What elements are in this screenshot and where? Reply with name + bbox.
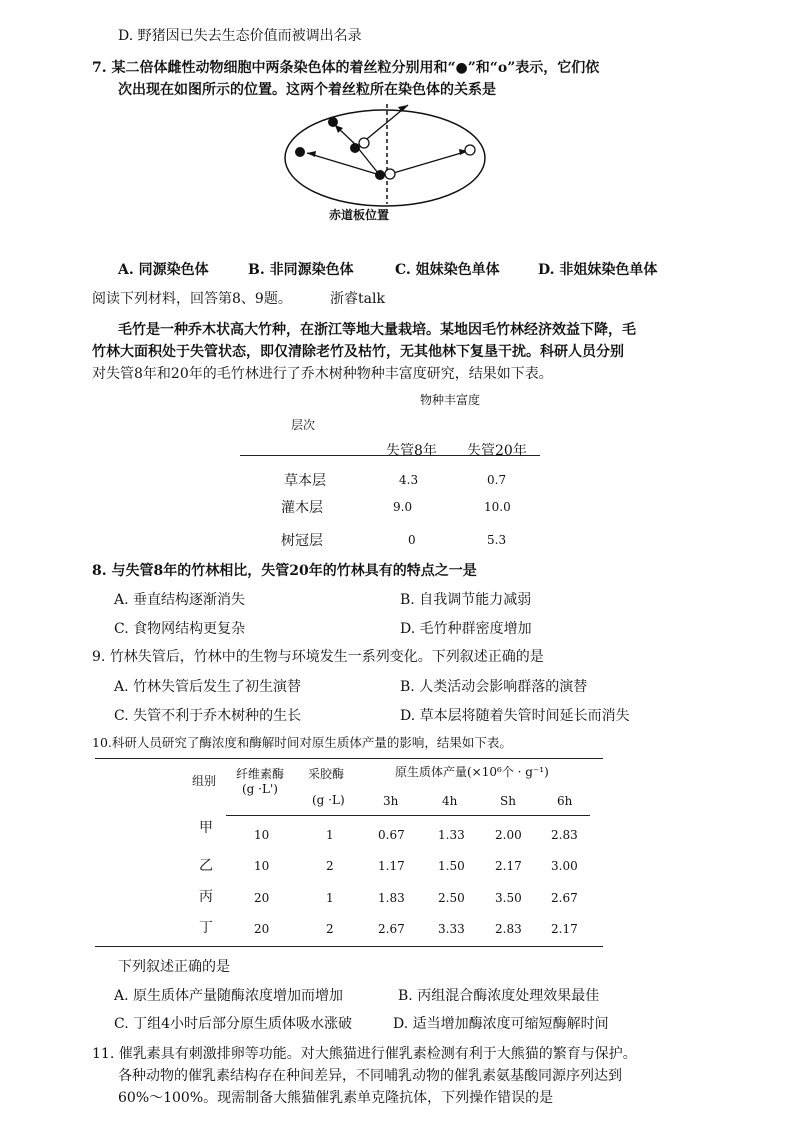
reading-para-line1: 毛竹是一种乔木状高大竹种，在浙江等地大量栽培。某地因毛竹林经济效益下降，毛	[118, 322, 636, 338]
table2-r2-c: 10	[254, 859, 270, 873]
q10-option-b: B. 丙组混合酶浓度处理效果最佳	[398, 988, 600, 1004]
q8-option-a: A. 垂直结构逐渐消失	[114, 592, 246, 608]
table1-cell-3-8: 0	[408, 533, 416, 547]
table2-header-3h: 3h	[383, 794, 399, 808]
q10-option-a: A. 原生质体产量随酶浓度增加而增加	[114, 988, 344, 1004]
q11-line3: 60%～100%。现需制备大熊猫催乳素单克隆抗体，下列操作错误的是	[118, 1090, 554, 1106]
table2-header-yield: 原生质体产量(×10⁶个 · g⁻¹)	[395, 765, 549, 779]
q9-option-b: B. 人类活动会影响群落的演替	[400, 679, 588, 695]
centromere-filled-2	[350, 143, 360, 153]
table2-mid-rule	[226, 815, 590, 816]
q10-stem: 10.科研人员研究了酶浓度和酶解时间对原生质体产量的影响，结果如下表。	[92, 735, 512, 750]
table2-r4-4h: 3.33	[438, 922, 465, 936]
table2-r1-4h: 1.33	[438, 828, 465, 842]
table1-cell-2-20: 10.0	[484, 500, 511, 514]
table1-title: 物种丰富度	[420, 393, 481, 407]
q7-option-c: C. 姐妹染色单体	[395, 262, 500, 278]
q11-line2: 各种动物的催乳素结构存在种间差异，不同哺乳动物的催乳素氨基酸同源序列达到	[118, 1068, 622, 1084]
q10-option-c: C. 丁组4小时后部分原生质体吸水涨破	[114, 1016, 353, 1032]
table1-row-header: 层次	[291, 418, 316, 432]
table1-layer-1: 草本层	[284, 473, 326, 489]
centromere-open-1	[359, 138, 369, 148]
table2-r1-c: 10	[254, 828, 270, 842]
table2-r1-p: 1	[326, 828, 334, 842]
table1-rule	[240, 455, 540, 456]
table2-r4-p: 2	[326, 922, 334, 936]
table1-cell-1-20: 0.7	[487, 473, 507, 487]
table2-r3-6h: 2.67	[551, 891, 578, 905]
table1-layer-2: 灌木层	[281, 500, 323, 516]
table2-header-group: 组别	[192, 774, 217, 788]
q7-option-a: A. 同源染色体	[118, 262, 209, 278]
q9-stem: 9. 竹林失管后，竹林中的生物与环境发生一系列变化。下列叙述正确的是	[92, 649, 544, 665]
table2-r1-5h: 2.00	[495, 828, 522, 842]
centromere-filled-4	[375, 170, 385, 180]
table2-group-ding: 丁	[199, 920, 213, 936]
table2-header-cellulase: 纤维素酶	[236, 767, 285, 781]
table1-cell-1-8: 4.3	[399, 473, 419, 487]
table2-r4-3h: 2.67	[378, 922, 405, 936]
q8-option-b: B. 自我调节能力减弱	[400, 592, 532, 608]
table2-r3-3h: 1.83	[378, 891, 405, 905]
q8-option-d: D. 毛竹种群密度增加	[400, 621, 532, 637]
centromere-open-2	[385, 169, 395, 179]
table2-r3-4h: 2.50	[438, 891, 465, 905]
reading-para-line3: 对失管8年和20年的毛竹林进行了乔木树种物种丰富度研究，结果如下表。	[92, 366, 553, 382]
centromere-filled-1	[328, 117, 338, 127]
figure-label: 赤道板位置	[329, 208, 390, 222]
table2-r2-3h: 1.17	[378, 859, 405, 873]
table1-col-8y: 失管8年	[386, 443, 437, 459]
table2-top-rule	[95, 758, 603, 759]
table2-group-jia: 甲	[199, 820, 213, 836]
q11-line1: 11. 催乳素具有刺激排卵等功能。对大熊猫进行催乳素检测有利于大熊猫的繁育与保护。	[92, 1046, 637, 1062]
table2-r1-3h: 0.67	[378, 828, 405, 842]
table1-cell-2-8: 9.0	[393, 500, 413, 514]
q8-stem: 8. 与失管8年的竹林相比，失管20年的竹林具有的特点之一是	[92, 563, 477, 579]
table2-r4-5h: 2.83	[495, 922, 522, 936]
table2-r2-p: 2	[326, 859, 334, 873]
table2-r4-c: 20	[254, 922, 270, 936]
table2-header-pectinase-unit: (g ·L)	[312, 793, 345, 807]
q7-option-d: D. 非姐妹染色单体	[538, 262, 658, 278]
table2-r3-p: 1	[326, 891, 334, 905]
reading-intro: 阅读下列材料，回答第8、9题。	[92, 291, 292, 307]
q9-option-d: D. 草本层将随着失管时间延长而消失	[400, 708, 630, 724]
q7-stem-line2: 次出现在如图所示的位置。这两个着丝粒所在染色体的关系是	[118, 82, 496, 98]
table1-col-20y: 失管20年	[467, 443, 527, 459]
table2-r3-c: 20	[254, 891, 270, 905]
q7-option-b: B. 非同源染色体	[248, 262, 354, 278]
table2-header-cellulase-unit: (g ·L')	[242, 782, 278, 796]
q8-option-c: C. 食物网结构更复杂	[114, 621, 246, 637]
table2-r4-6h: 2.17	[551, 922, 578, 936]
reading-para-line2: 竹林大面积处于失管状态，即仅清除老竹及枯竹，无其他林下复垦干扰。科研人员分别	[92, 344, 624, 360]
table1-layer-3: 树冠层	[281, 533, 323, 549]
spindle-figure	[280, 100, 500, 230]
table2-group-bing: 丙	[199, 889, 213, 905]
q10-after: 下列叙述正确的是	[118, 959, 230, 975]
q10-option-d: D. 适当增加酶浓度可缩短酶解时间	[393, 1016, 609, 1032]
watermark-text: 浙睿talk	[330, 291, 385, 307]
table2-header-5h: Sh	[500, 794, 516, 808]
table2-r3-5h: 3.50	[495, 891, 522, 905]
table2-group-yi: 乙	[199, 858, 213, 874]
table2-r1-6h: 2.83	[551, 828, 578, 842]
q6-option-d: D. 野猪因已失去生态价值而被调出名录	[118, 28, 362, 44]
table2-r2-4h: 1.50	[438, 859, 465, 873]
table2-r2-6h: 3.00	[551, 859, 578, 873]
q9-option-c: C. 失管不利于乔木树种的生长	[114, 708, 302, 724]
table2-header-4h: 4h	[442, 794, 458, 808]
centromere-filled-3	[295, 147, 305, 157]
table1-cell-3-20: 5.3	[487, 533, 507, 547]
q9-option-a: A. 竹林失管后发生了初生演替	[114, 679, 302, 695]
table2-bottom-rule	[95, 946, 603, 947]
q7-stem-line1: 7. 某二倍体雌性动物细胞中两条染色体的着丝粒分别用和“●”和“o”表示，它们依	[92, 60, 600, 76]
table2-header-6h: 6h	[557, 794, 573, 808]
table2-r2-5h: 2.17	[495, 859, 522, 873]
table2-header-pectinase: 采胶酶	[308, 767, 345, 781]
centromere-open-3	[465, 145, 475, 155]
